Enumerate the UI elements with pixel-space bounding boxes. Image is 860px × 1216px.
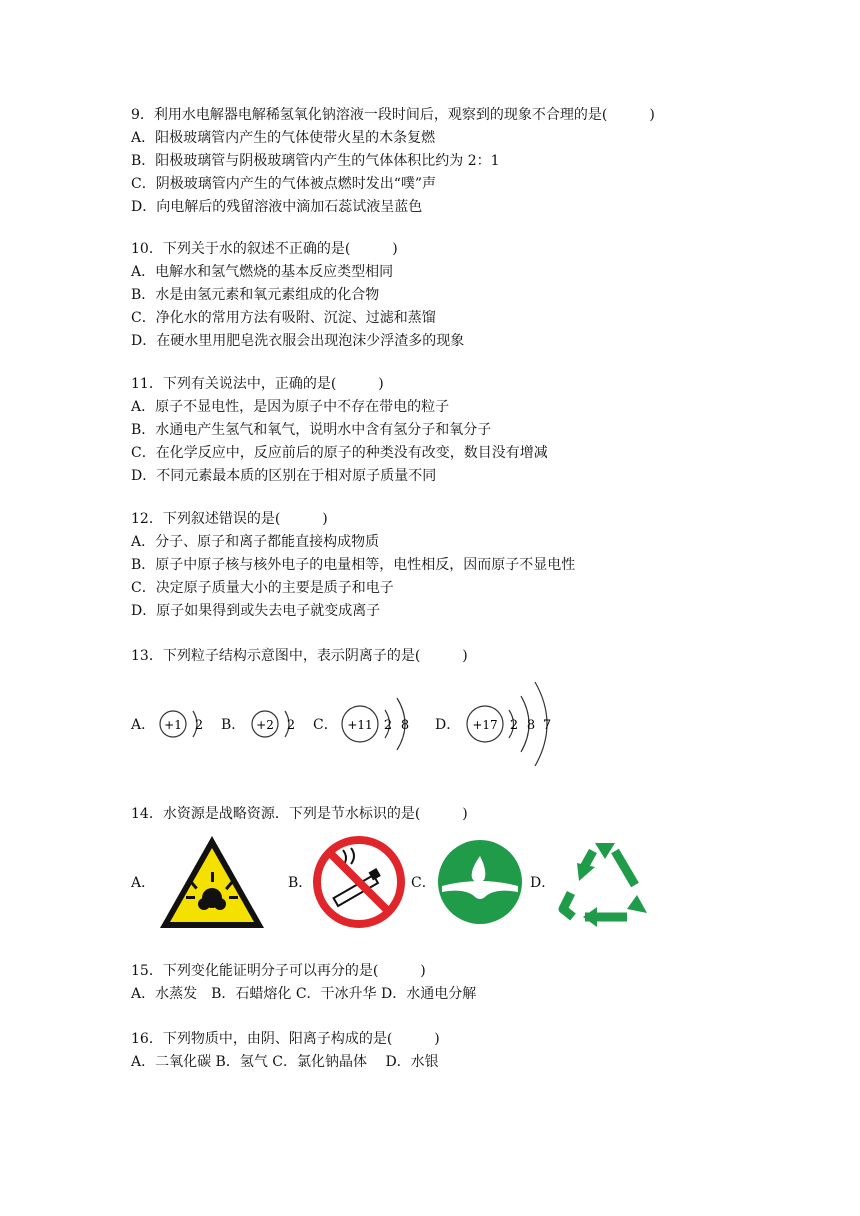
nucleus-charge: +11 — [347, 718, 373, 732]
option-b: B．水通电产生氢气和氧气，说明水中含有氢分子和氧分子 — [131, 422, 492, 438]
options-line: A．水蒸发 B．石蜡熔化 C．干冰升华 D．水通电分解 — [131, 986, 477, 1002]
question-stem: 10．下列关于水的叙述不正确的是( ) — [131, 241, 398, 257]
option-c: C．在化学反应中，反应前后的原子的种类没有改变，数目没有增减 — [131, 445, 548, 461]
options-line: A．二氧化碳 B．氢气 C．氯化钠晶体 D．水银 — [131, 1054, 439, 1070]
question-13 — [131, 645, 771, 668]
option-c: C．阴极玻璃管内产生的气体被点燃时发出“噗”声 — [131, 176, 437, 192]
shell-electrons: 2 — [286, 718, 296, 733]
option-b-label: B． — [221, 717, 246, 733]
question-stem: 11．下列有关说法中，正确的是( ) — [131, 376, 384, 392]
option-b: B．水是由氢元素和氧元素组成的化合物 — [131, 287, 380, 303]
no-smoking-icon — [313, 836, 405, 928]
question-12 — [131, 508, 771, 623]
atom-diagram-a — [159, 689, 221, 759]
recycling-icon — [555, 837, 653, 927]
shell-electrons: 2 — [383, 718, 393, 733]
option-d: D．原子如果得到或失去电子就变成离子 — [131, 603, 381, 619]
shell-electrons: 2 — [194, 718, 204, 733]
option-d: D．不同元素最本质的区别在于相对原子质量不同 — [131, 468, 437, 484]
atom-diagram-d — [465, 678, 565, 770]
symbol-options — [131, 832, 661, 932]
option-a: A．原子不显电性，是因为原子中不存在带电的粒子 — [131, 399, 450, 415]
option-a-label: A． — [131, 875, 156, 891]
question-14 — [131, 803, 771, 826]
option-b: B．阳极玻璃管与阴极玻璃管内产生的气体体积比约为 2：1 — [131, 153, 500, 169]
question-stem: 9．利用水电解器电解稀氢氧化钠溶液一段时间后，观察到的现象不合理的是( ) — [131, 107, 655, 123]
nucleus-charge: +2 — [256, 718, 274, 732]
atomic-structure-options — [131, 678, 571, 770]
shell-electrons: 8 — [400, 718, 410, 733]
option-d: D．向电解后的残留溶液中滴加石蕊试液呈蓝色 — [131, 199, 423, 215]
option-c: C．净化水的常用方法有吸附、沉淀、过滤和蒸馏 — [131, 310, 436, 326]
option-c-label: C． — [411, 875, 436, 891]
option-d-label: D． — [435, 717, 461, 733]
nucleus-charge: +17 — [472, 718, 498, 732]
option-c: C．决定原子质量大小的主要是质子和电子 — [131, 580, 394, 596]
question-16 — [131, 1028, 771, 1074]
nucleus-charge: +1 — [164, 718, 182, 732]
question-15 — [131, 960, 771, 1006]
option-a-label: A． — [131, 717, 156, 733]
question-stem: 16．下列物质中，由阴、阳离子构成的是( ) — [131, 1031, 440, 1047]
option-d: D．在硬水里用肥皂洗衣服会出现泡沫少浮渣多的现象 — [131, 333, 465, 349]
shell-electrons: 7 — [542, 718, 552, 733]
question-stem: 12．下列叙述错误的是( ) — [131, 511, 328, 527]
explosive-warning-icon — [156, 832, 268, 932]
question-stem: 14．水资源是战略资源．下列是节水标识的是( ) — [131, 806, 468, 822]
option-a: A．分子、原子和离子都能直接构成物质 — [131, 534, 380, 550]
option-d-label: D． — [530, 875, 556, 891]
question-11 — [131, 373, 771, 488]
option-c-label: C． — [313, 717, 338, 733]
option-b: B．原子中原子核与核外电子的电量相等，电性相反，因而原子不显电性 — [131, 557, 576, 573]
option-a: A．阳极玻璃管内产生的气体使带火星的木条复燃 — [131, 130, 436, 146]
question-stem: 13．下列粒子结构示意图中，表示阴离子的是( ) — [131, 648, 468, 664]
option-b-label: B． — [288, 875, 313, 891]
shell-electrons: 8 — [526, 718, 536, 733]
atom-diagram-b — [251, 689, 313, 759]
question-10 — [131, 238, 771, 353]
option-a: A．电解水和氢气燃烧的基本反应类型相同 — [131, 264, 394, 280]
shell-electrons: 2 — [509, 718, 519, 733]
water-saving-icon — [436, 838, 524, 926]
question-9 — [131, 104, 771, 219]
atom-diagram-c — [341, 684, 435, 764]
question-stem: 15．下列变化能证明分子可以再分的是( ) — [131, 963, 426, 979]
